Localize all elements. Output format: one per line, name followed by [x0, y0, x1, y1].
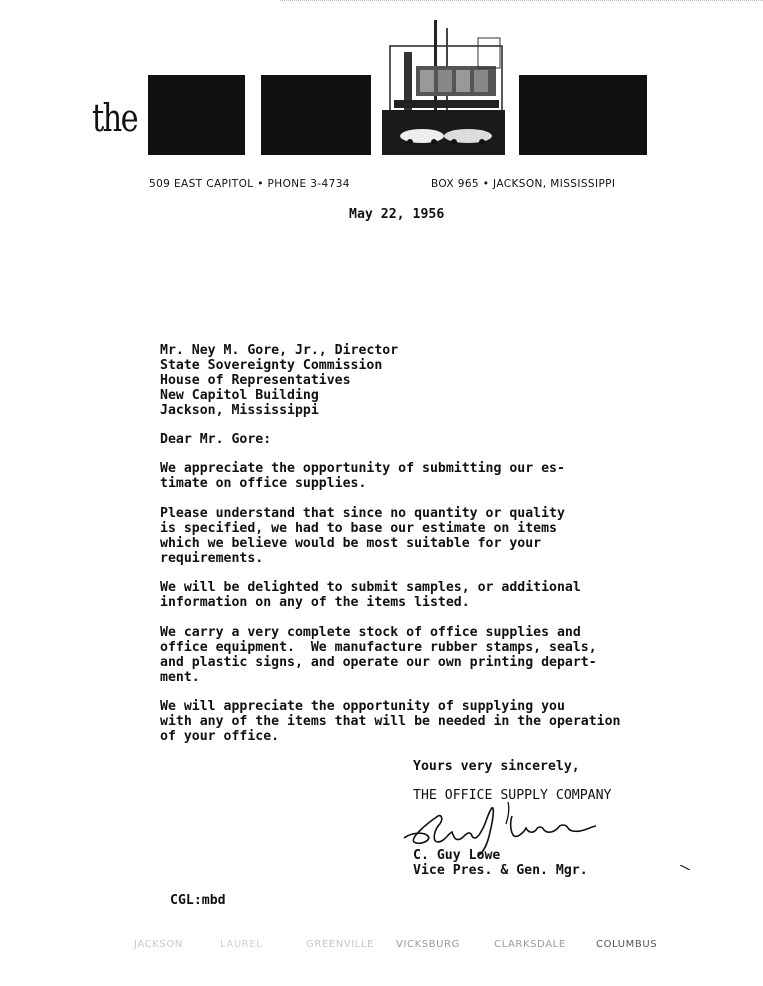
- letterhead-block-2: [261, 75, 371, 155]
- paragraph-line: with any of the items that will be needed in the operation: [160, 714, 621, 729]
- building-photo: [382, 18, 505, 155]
- paragraph-line: information on any of the items listed.: [160, 595, 470, 610]
- letterhead-block-3: [519, 75, 647, 155]
- paragraph-line: of your office.: [160, 729, 280, 744]
- paragraph-line: office equipment. We manufacture rubber stamps, seals,: [160, 640, 597, 655]
- reference-initials: CGL:mbd: [170, 893, 226, 908]
- logo-word: the: [92, 96, 137, 140]
- top-dotted-line: [280, 0, 763, 3]
- signer-title: Vice Pres. & Gen. Mgr.: [413, 863, 588, 878]
- letter-date: May 22, 1956: [349, 207, 445, 222]
- paragraph-line: is specified, we had to base our estimate on items: [160, 521, 557, 536]
- footer-city: LAUREL: [220, 939, 263, 950]
- stray-mark: [680, 857, 690, 862]
- letterhead-block-1: [148, 75, 245, 155]
- paragraph-line: Please understand that since no quantity or quality: [160, 506, 565, 521]
- footer-city: GREENVILLE: [306, 939, 375, 950]
- recipient-line: Jackson, Mississippi: [160, 403, 319, 418]
- signer-name: C. Guy Lowe: [413, 848, 501, 863]
- recipient-line: New Capitol Building: [160, 388, 319, 403]
- paragraph-line: ment.: [160, 670, 200, 685]
- company-name: THE OFFICE SUPPLY COMPANY: [413, 788, 612, 803]
- footer-city: JACKSON: [134, 939, 183, 950]
- paragraph-line: which we believe would be most suitable for your: [160, 536, 542, 551]
- footer-city: VICKSBURG: [396, 939, 460, 950]
- paragraph-line: We will appreciate the opportunity of supplying you: [160, 699, 565, 714]
- paragraph-line: requirements.: [160, 551, 264, 566]
- closing: Yours very sincerely,: [413, 759, 580, 774]
- recipient-line: State Sovereignty Commission: [160, 358, 383, 373]
- paragraph-line: and plastic signs, and operate our own printing depart-: [160, 655, 597, 670]
- salutation: Dear Mr. Gore:: [160, 432, 272, 447]
- footer-city: COLUMBUS: [596, 939, 658, 950]
- paragraph-line: We appreciate the opportunity of submitting our es-: [160, 461, 565, 476]
- address-left: 509 EAST CAPITOL • PHONE 3-4734: [149, 178, 350, 190]
- paragraph-line: timate on office supplies.: [160, 476, 367, 491]
- recipient-line: Mr. Ney M. Gore, Jr., Director: [160, 343, 399, 358]
- paragraph-line: We will be delighted to submit samples, or additional: [160, 580, 581, 595]
- recipient-line: House of Representatives: [160, 373, 351, 388]
- paragraph-line: We carry a very complete stock of office supplies and: [160, 625, 581, 640]
- footer-city: CLARKSDALE: [494, 939, 566, 950]
- address-right: BOX 965 • JACKSON, MISSISSIPPI: [431, 178, 616, 190]
